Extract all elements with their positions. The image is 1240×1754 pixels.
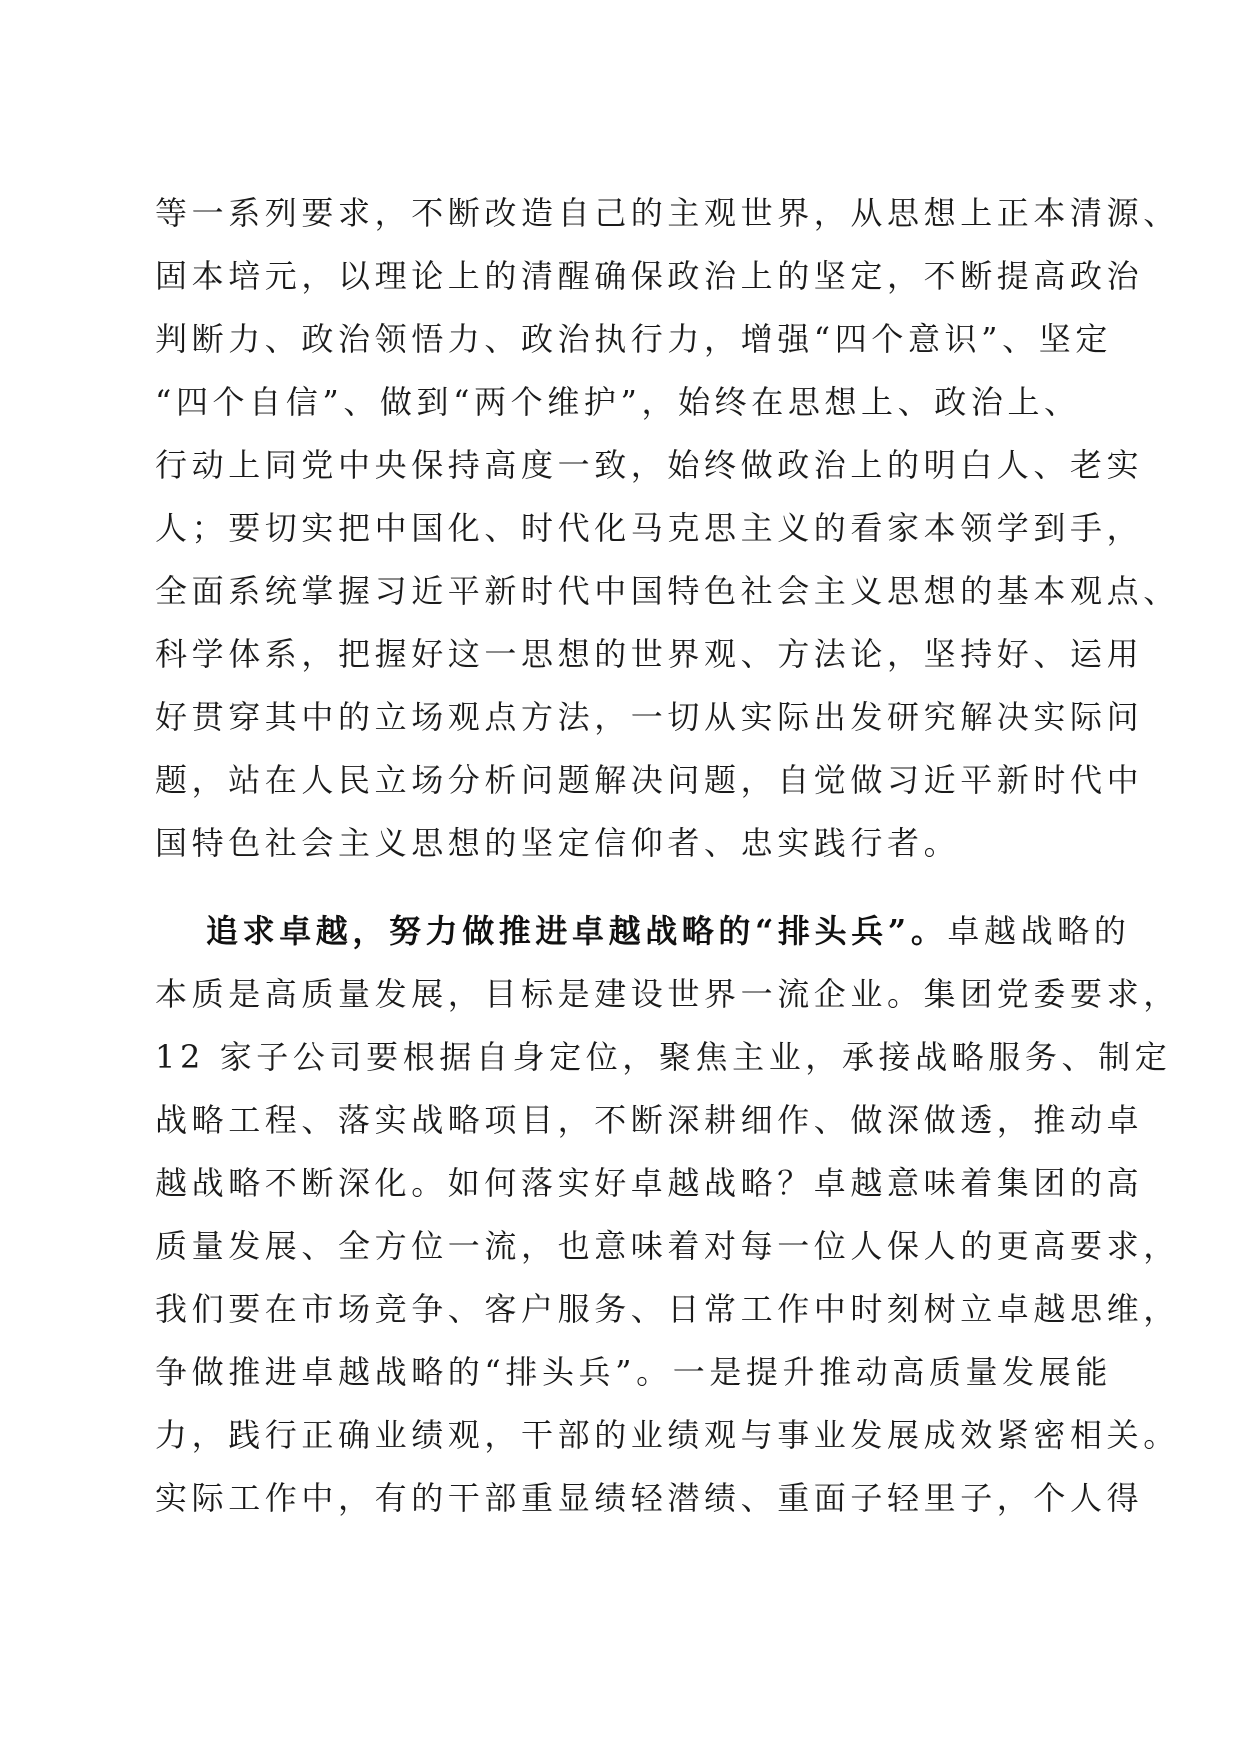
text-line: 我们要在市场竞争、客户服务、日常工作中时刻树立卓越思维， (155, 1290, 1180, 1328)
text-line: 越战略不断深化。如何落实好卓越战略？卓越意味着集团的高 (155, 1164, 1144, 1202)
text-line: 全面系统掌握习近平新时代中国特色社会主义思想的基本观点、 (155, 572, 1180, 610)
text-line: 质量发展、全方位一流，也意味着对每一位人保人的更高要求， (155, 1227, 1180, 1265)
text-line: 12 家子公司要根据自身定位，聚焦主业，承接战略服务、制定 (155, 1038, 1172, 1076)
text-line: 行动上同党中央保持高度一致，始终做政治上的明白人、老实 (155, 446, 1144, 484)
text-line: 本质是高质量发展，目标是建设世界一流企业。集团党委要求， (155, 975, 1180, 1013)
heading-continuation: 卓越战略的 (947, 912, 1131, 950)
text-line: 题，站在人民立场分析问题解决问题，自觉做习近平新时代中 (155, 761, 1144, 799)
text-line: 固本培元，以理论上的清醒确保政治上的坚定，不断提高政治 (155, 257, 1144, 295)
text-line: 国特色社会主义思想的坚定信仰者、忠实践行者。 (155, 824, 961, 862)
text-line: “四个自信”、做到“两个维护”，始终在思想上、政治上、 (155, 383, 1081, 421)
text-line: 判断力、政治领悟力、政治执行力，增强“四个意识”、坚定 (155, 320, 1112, 358)
paragraph-heading: 追求卓越，努力做推进卓越战略的“排头兵”。 (206, 912, 948, 950)
paragraph-first-line (206, 901, 1146, 961)
text-line: 战略工程、落实战略项目，不断深耕细作、做深做透，推动卓 (155, 1101, 1144, 1139)
text-line: 好贯穿其中的立场观点方法，一切从实际出发研究解决实际问 (155, 698, 1144, 736)
text-line: 科学体系，把握好这一思想的世界观、方法论，坚持好、运用 (155, 635, 1144, 673)
text-line: 人；要切实把中国化、时代化马克思主义的看家本领学到手， (155, 509, 1144, 547)
text-line: 实际工作中，有的干部重显绩轻潜绩、重面子轻里子，个人得 (155, 1479, 1144, 1517)
text-line: 争做推进卓越战略的“排头兵”。一是提升推动高质量发展能 (155, 1353, 1112, 1391)
text-line: 力，践行正确业绩观，干部的业绩观与事业发展成效紧密相关。 (155, 1416, 1180, 1454)
text-line: 等一系列要求，不断改造自己的主观世界，从思想上正本清源、 (155, 194, 1180, 232)
